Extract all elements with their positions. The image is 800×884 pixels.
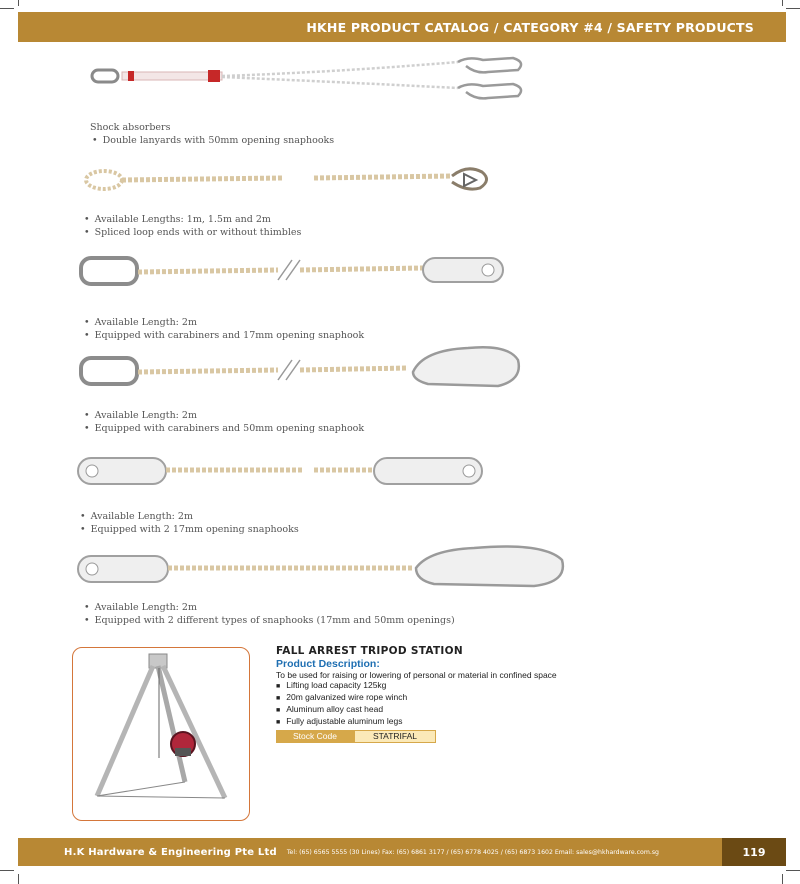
product-1-bullet: • Double lanyards with 50mm opening snaphooks — [90, 134, 334, 147]
stock-code-box — [276, 730, 436, 743]
tripod-subtitle: Product Description: — [276, 658, 380, 670]
tripod-feature: ■ Lifting load capacity 125kg — [276, 680, 596, 692]
carabiner-50mm-snaphook-image — [78, 340, 528, 396]
mixed-snaphooks-image — [74, 538, 574, 594]
product-5-description — [78, 510, 299, 536]
tripod-title: FALL ARREST TRIPOD STATION — [276, 645, 463, 657]
spliced-rope-image — [82, 160, 502, 200]
crop-mark — [18, 0, 19, 6]
product-2-bullet: • Spliced loop ends with or without thimbles — [82, 226, 301, 239]
product-2-bullet: • Available Lengths: 1m, 1.5m and 2m — [82, 213, 301, 226]
tripod-image — [73, 648, 249, 820]
tripod-intro: To be used for raising or lowering of personal or material in confined space — [276, 670, 557, 680]
crop-mark — [782, 874, 783, 884]
stock-code-value: STATRIFAL — [354, 730, 436, 743]
crop-mark — [786, 8, 800, 9]
product-6-bullet: • Equipped with 2 different types of snaphooks (17mm and 50mm openings) — [82, 614, 455, 627]
header-title: HKHE PRODUCT CATALOG / CATEGORY #4 / SAFETY PRODUCTS — [306, 19, 754, 35]
tripod-info — [276, 645, 596, 743]
product-3-bullet: • Equipped with carabiners and 17mm opening snaphook — [82, 329, 364, 342]
product-6-description — [82, 601, 455, 627]
stock-code-label: Stock Code — [276, 730, 354, 743]
crop-mark — [786, 870, 800, 871]
product-2-description — [82, 213, 301, 239]
footer-contact: Tel: (65) 6565 5555 (30 Lines) Fax: (65) 6861 3177 / (65) 6778 4025 / (65) 6873 1602 Email: sales@hkhardware.com.sg — [286, 848, 659, 856]
product-4-description — [82, 409, 364, 435]
carabiner-17mm-snaphook-image — [78, 250, 518, 294]
catalog-footer — [18, 838, 786, 866]
crop-mark — [18, 874, 19, 884]
double-17mm-snaphook-image — [74, 450, 494, 494]
product-1-description — [90, 121, 334, 147]
crop-mark — [0, 870, 14, 871]
product-6-bullet: • Available Length: 2m — [82, 601, 455, 614]
product-5-bullet: • Equipped with 2 17mm opening snaphooks — [78, 523, 299, 536]
catalog-header — [18, 12, 786, 42]
product-3-bullet: • Available Length: 2m — [82, 316, 364, 329]
page-number: 119 — [722, 838, 786, 866]
product-4-bullet: • Available Length: 2m — [82, 409, 364, 422]
tripod-photo — [72, 647, 250, 821]
tripod-feature: ■ Aluminum alloy cast head — [276, 704, 596, 716]
product-4-bullet: • Equipped with carabiners and 50mm opening snaphook — [82, 422, 364, 435]
tripod-feature: ■ Fully adjustable aluminum legs — [276, 716, 596, 728]
tripod-feature: ■ 20m galvanized wire rope winch — [276, 692, 596, 704]
crop-mark — [0, 8, 14, 9]
product-5-bullet: • Available Length: 2m — [78, 510, 299, 523]
product-3-description — [82, 316, 364, 342]
crop-mark — [782, 0, 783, 6]
footer-company: H.K Hardware & Engineering Pte Ltd — [64, 846, 277, 858]
double-lanyard-image — [88, 50, 528, 110]
product-1-line: Shock absorbers — [90, 122, 171, 133]
